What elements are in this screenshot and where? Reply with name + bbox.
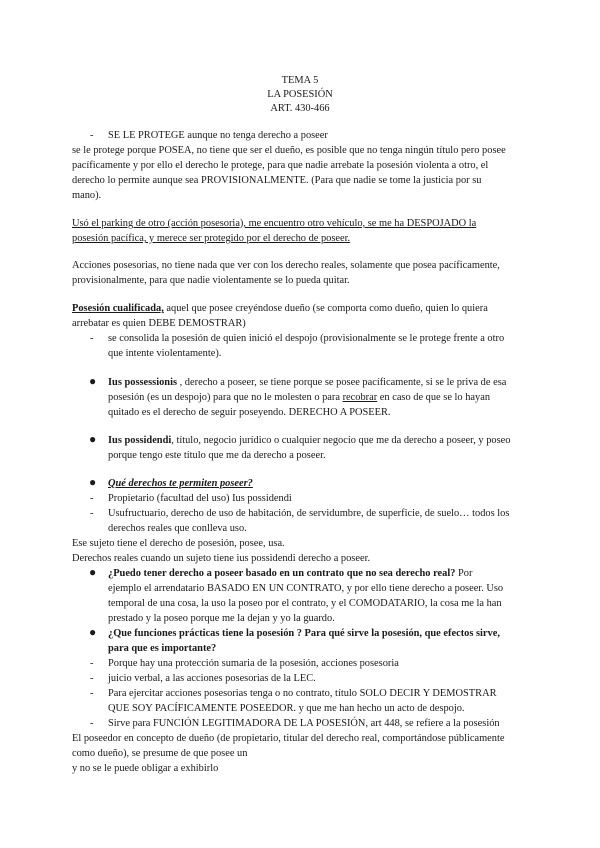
list-item: Sirve para FUNCIÓN LEGITIMADORA DE LA POSESIÓN, art 448, se refiere a la posesión [108,718,500,729]
list-item: Para ejercitar acciones posesorias tenga o no contrato, título SOLO DECIR Y DEMOSTRAR [108,688,497,699]
question-bold: ¿Puedo tener derecho a poseer basado en un contrato que no sea derecho real? [108,568,456,579]
paragraph-line: Derechos reales cuando un sujeto tiene ius possidendi derecho a poseer. [72,553,371,564]
dash-bullet: - [90,673,94,684]
list-item-continuation: QUE SOY PACÍFICAMENTE POSEEDOR. y que me han hecho un acto de despojo. [108,703,465,714]
ius-possidendi-line: porque tengo este título que me da derecho a poseer. [108,450,326,461]
ius-possessionis-term: Ius possessionis [108,377,178,388]
ius-possessionis-text: posesión (es un despojo) para que no le molesten o para [108,392,343,403]
dot-bullet: ● [89,475,97,489]
dot-bullet: ● [89,432,97,446]
recobrar-word: recobrar [342,392,378,403]
paragraph-line: y no se le puede obligar a exhibirlo [72,763,219,774]
ius-possidendi-term: Ius possidendi [108,435,172,446]
question-line: temporal de una cosa, la uso la poseo por el contrato, y el COMODATARIO, la cosa me la han [108,598,502,609]
acciones-line: provisionalmente, para que nadie violentamente se lo pueda quitar. [72,275,350,286]
dash-bullet: - [90,130,94,141]
intro-line: se le protege porque POSEA, no tiene que ser el dueño, es posible que no tenga ningún título pero posee [72,145,506,156]
paragraph-line: como dueño), se presume de que posee un [72,748,248,759]
ius-possessionis-text: en caso de que se lo hayan [377,392,491,403]
ius-possidendi-text: , título, negocio jurídico o cualquier negocio que me da derecho a poseer, y poseo [171,435,511,446]
intro-line: derecho lo permite aunque sea PROVISIONALMENTE. (Para que nadie se tome la justicia por su [72,175,482,186]
example-line: Usó el parking de otro (acción posesoria), me encuentro otro vehículo, se me ha DESPOJADO la [72,218,477,229]
question-heading: para que es importante? [108,643,217,654]
ius-possessionis-text: , derecho a poseer, se tiene porque se posee pacíficamente, si se le priva de esa [177,377,507,388]
question-heading: Qué derechos te permiten poseer? [108,478,253,489]
question-text: Por [455,568,473,579]
dot-bullet: ● [89,625,97,639]
intro-bullet: SE LE PROTEGE aunque no tenga derecho a poseer [108,130,328,141]
ius-possessionis-line: quitado es el derecho de seguir poseyendo. DERECHO A POSEER. [108,407,391,418]
ius-possessionis-line [108,375,506,391]
ius-possessionis-line [108,390,490,406]
dash-bullet: - [90,718,94,729]
dash-bullet: - [90,688,94,699]
cualificada-sub-line: que intente violentamente). [108,348,222,359]
list-item: Usufructuario, derecho de uso de habitación, de servidumbre, de superficie, de suelo… todos los [108,508,510,519]
question-line [108,566,472,582]
cualificada-line: arrebatar es quien DEBE DEMOSTRAR) [72,318,246,329]
example-line: posesión pacífica, y merece ser protegido por el derecho de poseer. [72,233,351,244]
question-heading: ¿Que funciones prácticas tiene la posesión ? Para qué sirve la posesión, que efectos sirve, [108,628,500,639]
paragraph-line: El poseedor en concepto de dueño (de propietario, titular del derecho real, comportándose públicamente [72,733,505,744]
dash-bullet: - [90,508,94,519]
articles-range: ART. 430-466 [270,103,330,114]
intro-line: mano). [72,190,102,201]
cualificada-line [72,301,488,317]
dash-bullet: - [90,333,94,344]
ius-possidendi-line [108,433,510,449]
cualificada-term: Posesión cualificada, [72,303,164,314]
list-item: juicio verbal, a las acciones posesorias de la LEC. [108,673,316,684]
list-item: Porque hay una protección sumaria de la posesión, acciones posesoria [108,658,399,669]
list-item: Propietario (facultad del uso) Ius possidendi [108,493,292,504]
question-line: prestado y la poseo porque me la dejan y yo la guardo. [108,613,335,624]
cualificada-sub-line: se consolida la posesión de quien inició el despojo (provisionalmente se le protege frente a otro [108,333,505,344]
dash-bullet: - [90,493,94,504]
tema-number: TEMA 5 [281,75,319,86]
intro-line: pacíficamente y por ello el derecho le protege, para que nadie arrebate la posesión violenta a otro, el [72,160,489,171]
paragraph-line: Ese sujeto tiene el derecho de posesión, posee, usa. [72,538,285,549]
dash-bullet: - [90,658,94,669]
dot-bullet: ● [89,374,97,388]
question-line: ejemplo el arrendatario BASADO EN UN CONTRATO, y por ello tiene derecho a poseer. Uso [108,583,504,594]
acciones-line: Acciones posesorias, no tiene nada que ver con los derecho reales, solamente que posea pacíficamente, [72,260,500,271]
cualificada-text: aquel que posee creyéndose dueño (se comporta como dueño, quien lo quiera [163,303,488,314]
list-item-continuation: derechos reales que conlleva uso. [108,523,247,534]
dot-bullet: ● [89,565,97,579]
page-title: LA POSESIÓN [267,89,333,100]
